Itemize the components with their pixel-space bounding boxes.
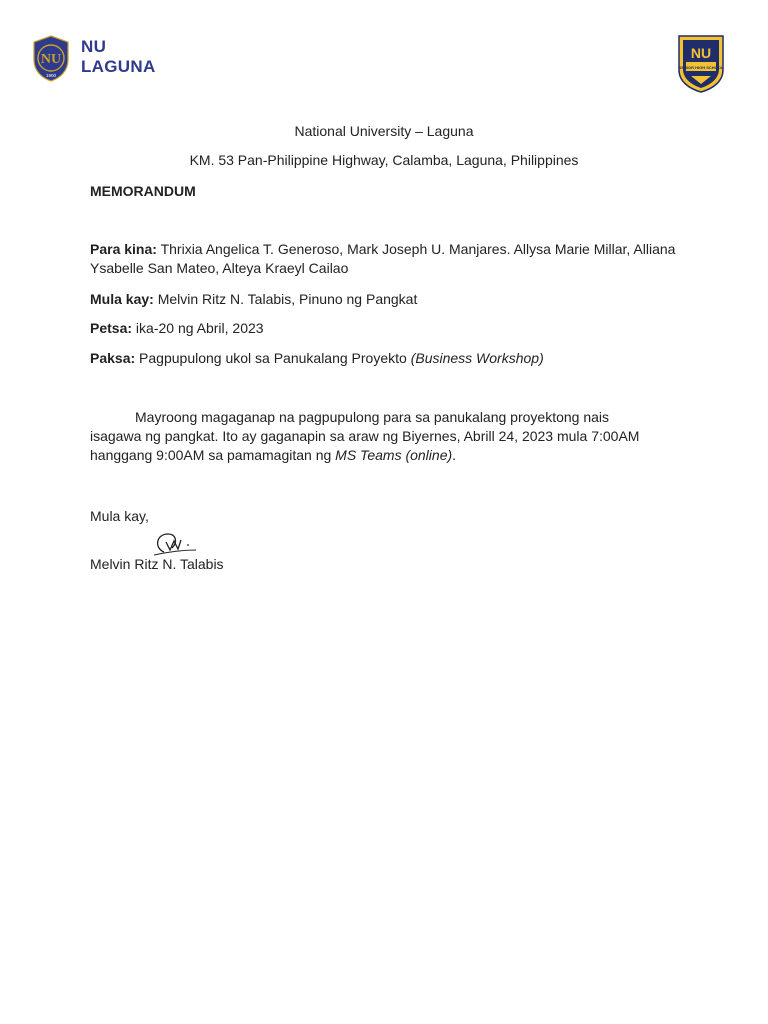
field-label: Para kina: — [90, 241, 157, 257]
logo-name-line1: NU — [81, 37, 107, 56]
field-value: Thrixia Angelica T. Generoso, Mark Joseph U. Manjares. Allysa Marie Millar, Alliana Ysabelle San Mateo, Alteya Kraeyl Cailao — [90, 241, 676, 276]
memo-body-paragraph — [90, 408, 650, 465]
field-value-italic: (Business Workshop) — [410, 350, 544, 366]
shs-shield-icon — [676, 34, 726, 94]
field-value: Melvin Ritz N. Talabis, Pinuno ng Pangkat — [157, 291, 418, 307]
field-value: ika-20 ng Abril, 2023 — [135, 320, 264, 336]
svg-text:SENIOR HIGH SCHOOL: SENIOR HIGH SCHOOL — [678, 65, 724, 70]
university-address: KM. 53 Pan-Philippine Highway, Calamba, Laguna, Philippines — [189, 152, 579, 168]
memo-title: MEMORANDUM — [90, 183, 196, 199]
field-paksa — [90, 349, 690, 368]
logo-name-line2: LAGUNA — [81, 57, 156, 76]
svg-text:NU: NU — [690, 45, 712, 61]
closing-salutation: Mula kay, — [90, 508, 149, 524]
nu-seal-icon — [30, 34, 72, 82]
nu-laguna-logo — [30, 34, 162, 82]
field-mula-kay — [90, 290, 690, 309]
university-name: National University – Laguna — [294, 123, 474, 139]
field-para-kina — [90, 240, 690, 278]
nu-shs-badge-logo — [676, 34, 726, 94]
field-label: Petsa: — [90, 320, 133, 336]
field-label: Paksa: — [90, 350, 136, 366]
svg-text:NU: NU — [40, 52, 62, 67]
signer-name: Melvin Ritz N. Talabis — [90, 556, 224, 572]
svg-text:1900: 1900 — [45, 73, 57, 78]
body-text: Mayroong magaganap na pagpupulong para sa panukalang proyektong nais isagawa ng pangkat. Ito ay gaganapin sa araw ng Biyernes, Abrill 24, 2023 mula 7:00AM hanggang 9:00AM sa pamamagitan ng — [90, 409, 640, 463]
body-text-italic: MS Teams (online) — [335, 447, 453, 463]
field-value: Pagpupulong ukol sa Panukalang Proyekto — [139, 350, 407, 366]
field-label: Mula kay: — [90, 291, 154, 307]
field-petsa — [90, 319, 690, 338]
body-text-end: . — [452, 447, 457, 463]
